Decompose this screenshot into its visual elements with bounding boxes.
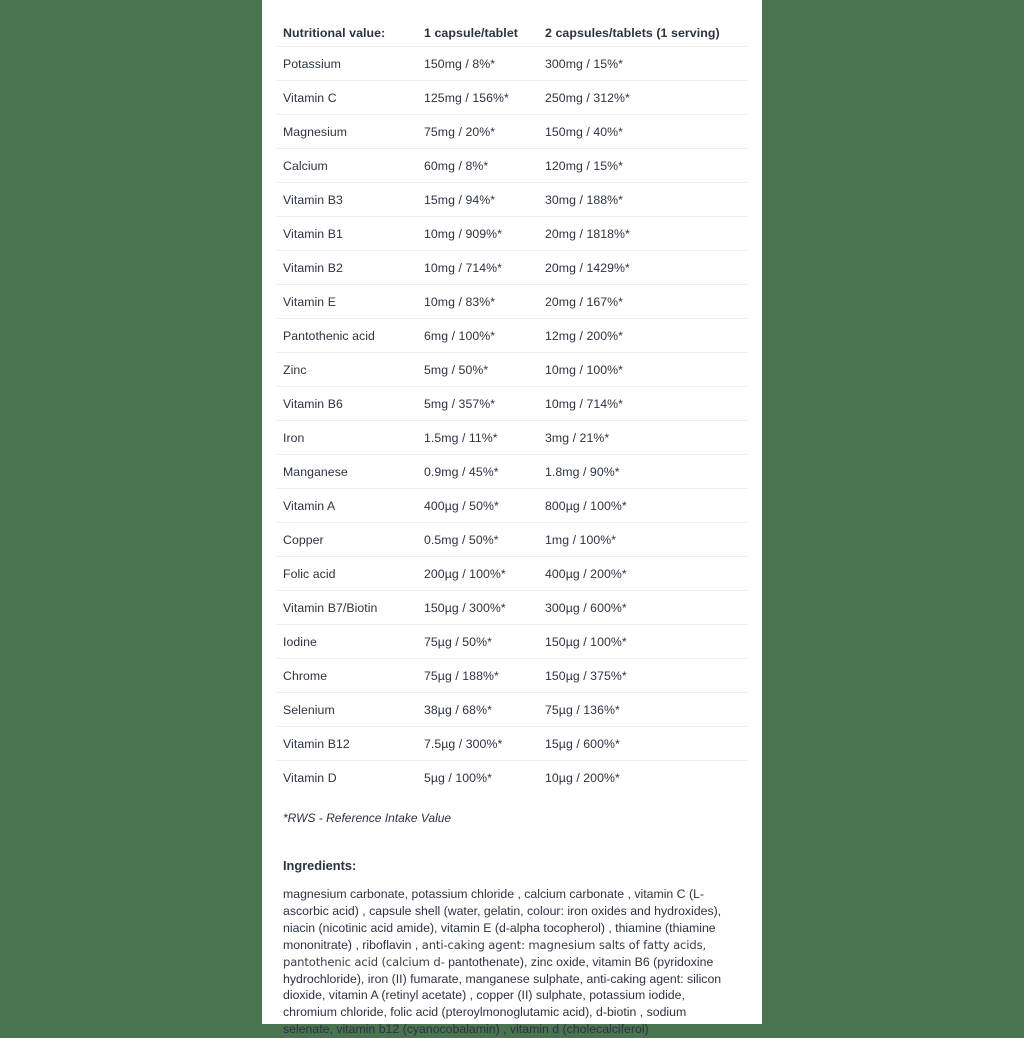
table-row — [277, 761, 748, 795]
table-row — [277, 421, 748, 455]
cell-two-capsules: 800µg / 100%* — [545, 498, 627, 513]
cell-one-capsule: 150µg / 300%* — [424, 600, 506, 615]
nutritional-value-table — [277, 0, 748, 794]
cell-nutrient-name: Calcium — [283, 158, 328, 173]
cell-two-capsules: 150µg / 375%* — [545, 668, 627, 683]
table-body — [277, 47, 748, 795]
cell-one-capsule: 75µg / 50%* — [424, 634, 492, 649]
table-row — [277, 523, 748, 557]
cell-nutrient-name: Chrome — [283, 668, 328, 683]
table-row — [277, 727, 748, 761]
cell-one-capsule: 5mg / 50%* — [424, 362, 489, 377]
content-column — [277, 0, 748, 1038]
cell-nutrient-name: Vitamin A — [283, 498, 336, 513]
cell-two-capsules: 10mg / 100%* — [545, 362, 623, 377]
table-row — [277, 183, 748, 217]
cell-nutrient-name: Vitamin B6 — [283, 396, 343, 411]
cell-two-capsules: 12mg / 200%* — [545, 328, 623, 343]
cell-nutrient-name: Vitamin B1 — [283, 226, 343, 241]
cell-two-capsules: 1.8mg / 90%* — [545, 464, 620, 479]
table-row — [277, 115, 748, 149]
cell-two-capsules: 300mg / 15%* — [545, 56, 623, 71]
cell-two-capsules: 30mg / 188%* — [545, 192, 623, 207]
cell-nutrient-name: Selenium — [283, 702, 335, 717]
column-header-two-capsules: 2 capsules/tablets (1 serving) — [545, 26, 720, 40]
cell-one-capsule: 1.5mg / 11%* — [424, 430, 498, 445]
cell-nutrient-name: Pantothenic acid — [283, 328, 375, 343]
cell-nutrient-name: Vitamin B2 — [283, 260, 343, 275]
cell-two-capsules: 150µg / 100%* — [545, 634, 627, 649]
ingredients-line-2: anti-caking agent: magnesium salts of fatty acids, pantothenic acid (calcium d- — [283, 937, 707, 969]
cell-nutrient-name: Zinc — [283, 362, 307, 377]
cell-nutrient-name: Vitamin B7/Biotin — [283, 600, 378, 615]
table-row — [277, 47, 748, 81]
cell-one-capsule: 60mg / 8%* — [424, 158, 489, 173]
table-row — [277, 217, 748, 251]
cell-nutrient-name: Folic acid — [283, 566, 336, 581]
reference-intake-footnote: *RWS - Reference Intake Value — [283, 811, 452, 825]
table-row — [277, 149, 748, 183]
cell-nutrient-name: Magnesium — [283, 124, 348, 139]
table-row — [277, 557, 748, 591]
table-row — [277, 693, 748, 727]
cell-nutrient-name: Vitamin C — [283, 90, 337, 105]
column-header-nutrient: Nutritional value: — [283, 26, 386, 40]
ingredients-text — [277, 886, 748, 1038]
cell-one-capsule: 125mg / 156%* — [424, 90, 509, 105]
cell-two-capsules: 1mg / 100%* — [545, 532, 617, 547]
cell-one-capsule: 5µg / 100%* — [424, 770, 492, 785]
cell-one-capsule: 5mg / 357%* — [424, 396, 496, 411]
cell-one-capsule: 75µg / 188%* — [424, 668, 499, 683]
cell-one-capsule: 10mg / 714%* — [424, 260, 502, 275]
product-info-panel — [262, 0, 762, 1037]
cell-one-capsule: 10mg / 909%* — [424, 226, 502, 241]
cell-one-capsule: 6mg / 100%* — [424, 328, 496, 343]
table-header — [277, 0, 748, 47]
table-row — [277, 285, 748, 319]
cell-nutrient-name: Iron — [283, 430, 305, 445]
cell-two-capsules: 75µg / 136%* — [545, 702, 620, 717]
cell-one-capsule: 200µg / 100%* — [424, 566, 506, 581]
cell-two-capsules: 10mg / 714%* — [545, 396, 623, 411]
cell-two-capsules: 120mg / 15%* — [545, 158, 623, 173]
table-row — [277, 455, 748, 489]
table-row — [277, 81, 748, 115]
cell-nutrient-name: Vitamin D — [283, 770, 337, 785]
cell-one-capsule: 400µg / 50%* — [424, 498, 499, 513]
cell-one-capsule: 0.9mg / 45%* — [424, 464, 499, 479]
table-row — [277, 625, 748, 659]
cell-two-capsules: 150mg / 40%* — [545, 124, 623, 139]
ingredients-line-3: pantothenate), zinc oxide, vitamin B6 (pyridoxine hydrochloride), iron (II) fumarate, manganese sulphate, anti-caking agent: silicon dioxide, vitamin A (retinyl acetate) , copper (II) sulphate, potassium iodide, chromium chloride, folic acid (pteroylmonoglutamic acid), d-biotin , sodium selenate, vitamin b12 (cyanocobalamin) , vitamin d (cholecalciferol) — [283, 954, 722, 1037]
table-row — [277, 353, 748, 387]
table-row — [277, 387, 748, 421]
cell-two-capsules: 20mg / 1818%* — [545, 226, 630, 241]
table-row — [277, 659, 748, 693]
cell-nutrient-name: Copper — [283, 532, 324, 547]
cell-two-capsules: 3mg / 21%* — [545, 430, 610, 445]
cell-one-capsule: 7.5µg / 300%* — [424, 736, 503, 751]
cell-nutrient-name: Vitamin E — [283, 294, 336, 309]
cell-two-capsules: 400µg / 200%* — [545, 566, 627, 581]
cell-two-capsules: 20mg / 167%* — [545, 294, 623, 309]
table-row — [277, 251, 748, 285]
cell-nutrient-name: Potassium — [283, 56, 341, 71]
cell-two-capsules: 20mg / 1429%* — [545, 260, 630, 275]
ingredients-line-1: magnesium carbonate, potassium chloride , calcium carbonate , vitamin C (L-ascorbic acid) , capsule shell (water, gelatin, colour: iron oxides and hydroxides), niacin (nicotinic acid amide), vitamin E (d-alpha tocopherol) , thiamine (thiamine mononitrate) , riboflavin , — [283, 887, 722, 952]
cell-nutrient-name: Vitamin B12 — [283, 736, 350, 751]
cell-two-capsules: 300µg / 600%* — [545, 600, 627, 615]
table-row — [277, 319, 748, 353]
cell-one-capsule: 0.5mg / 50%* — [424, 532, 499, 547]
column-header-one-capsule: 1 capsule/tablet — [424, 26, 518, 40]
table-header-row — [277, 0, 748, 47]
cell-two-capsules: 10µg / 200%* — [545, 770, 620, 785]
cell-two-capsules: 15µg / 600%* — [545, 736, 620, 751]
cell-one-capsule: 15mg / 94%* — [424, 192, 496, 207]
ingredients-heading: Ingredients: — [283, 858, 357, 873]
cell-nutrient-name: Manganese — [283, 464, 348, 479]
cell-one-capsule: 75mg / 20%* — [424, 124, 496, 139]
cell-one-capsule: 10mg / 83%* — [424, 294, 496, 309]
table-row — [277, 591, 748, 625]
cell-nutrient-name: Vitamin B3 — [283, 192, 343, 207]
cell-two-capsules: 250mg / 312%* — [545, 90, 630, 105]
cell-one-capsule: 38µg / 68%* — [424, 702, 492, 717]
table-row — [277, 489, 748, 523]
cell-nutrient-name: Iodine — [283, 634, 317, 649]
cell-one-capsule: 150mg / 8%* — [424, 56, 496, 71]
